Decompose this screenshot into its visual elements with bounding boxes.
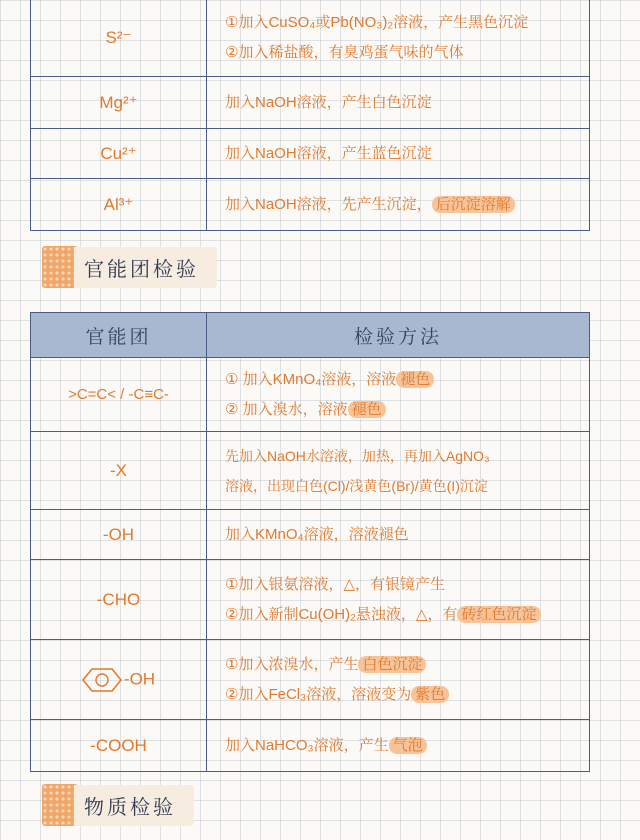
method-line: 先加入NaOH水溶液，加热，再加入AgNO₃ — [225, 447, 490, 464]
method-text: ① 加入KMnO₄溶液，溶液 — [225, 370, 397, 388]
table-header-row — [31, 313, 590, 358]
method-cell — [207, 720, 590, 772]
highlight-text: 砖红色沉淀 — [457, 606, 540, 623]
method-cell — [207, 640, 590, 720]
highlight-text: 气泡 — [389, 737, 427, 754]
method-line: 加入KMnO₄溶液，溶液褪色 — [225, 525, 409, 543]
method-line: 加入NaOH溶液，产生蓝色沉淀 — [225, 144, 432, 162]
section-title: 物质检验 — [74, 785, 194, 826]
method-text: ①加入浓溴水，产生 — [225, 655, 359, 673]
table-row — [31, 77, 590, 129]
table-row — [31, 510, 590, 560]
section-title: 官能团检验 — [74, 247, 217, 288]
group-cell: -COOH — [31, 720, 207, 772]
functional-group-table — [30, 312, 590, 772]
method-cell — [207, 358, 590, 432]
section-heading-functional-groups — [42, 246, 217, 288]
group-cell: -OH — [31, 510, 207, 560]
method-text: 加入NaOH溶液，先产生沉淀， — [225, 195, 432, 213]
ion-cell: Al³⁺ — [31, 179, 207, 231]
column-header: 检验方法 — [207, 313, 590, 358]
ion-cell: S²⁻ — [31, 0, 207, 77]
table-row — [31, 179, 590, 231]
method-line: ①加入银氨溶液，△，有银镜产生 — [225, 575, 445, 593]
table-row — [31, 720, 590, 772]
method-text: ② 加入溴水，溶液 — [225, 400, 348, 418]
group-cell — [31, 640, 207, 720]
section-badge — [42, 784, 78, 826]
method-cell — [207, 560, 590, 640]
highlight-text: 紫色 — [411, 686, 449, 703]
method-text: ②加入FeCl₃溶液，溶液变为 — [225, 685, 412, 703]
group-label: -OH — [123, 668, 156, 688]
table-row — [31, 358, 590, 432]
method-cell — [207, 129, 590, 179]
group-cell: >C=C< / -C≡C- — [31, 358, 207, 432]
highlight-text: 褪色 — [396, 371, 434, 388]
ion-cell: Mg²⁺ — [31, 77, 207, 129]
method-text: 加入NaHCO₃溶液，产生 — [225, 736, 389, 754]
method-cell — [207, 0, 590, 77]
method-cell — [207, 77, 590, 129]
method-line: 溶液，出现白色(Cl)/浅黄色(Br)/黄色(I)沉淀 — [225, 477, 488, 494]
section-badge — [42, 246, 78, 288]
ion-test-table — [30, 0, 590, 231]
method-line: ①加入CuSO₄或Pb(NO₃)₂溶液，产生黑色沉淀 — [225, 13, 529, 31]
column-header: 官能团 — [31, 313, 207, 358]
ion-cell: Cu²⁺ — [31, 129, 207, 179]
highlight-text: 白色沉淀 — [358, 656, 426, 673]
highlight-text: 后沉淀溶解 — [432, 196, 515, 213]
benzene-ring-icon — [82, 667, 122, 693]
table-row — [31, 0, 590, 77]
table-row — [31, 129, 590, 179]
table-row — [31, 560, 590, 640]
method-cell — [207, 432, 590, 510]
method-cell — [207, 179, 590, 231]
group-cell: -X — [31, 432, 207, 510]
table-row — [31, 432, 590, 510]
method-line: 加入NaOH溶液，产生白色沉淀 — [225, 93, 432, 111]
section-heading-substance-tests — [42, 784, 194, 826]
method-line: ②加入稀盐酸，有臭鸡蛋气味的气体 — [225, 43, 464, 61]
group-cell: -CHO — [31, 560, 207, 640]
table-row — [31, 640, 590, 720]
method-cell — [207, 510, 590, 560]
highlight-text: 褪色 — [348, 401, 386, 418]
method-text: ②加入新制Cu(OH)₂悬浊液，△，有 — [225, 605, 458, 623]
